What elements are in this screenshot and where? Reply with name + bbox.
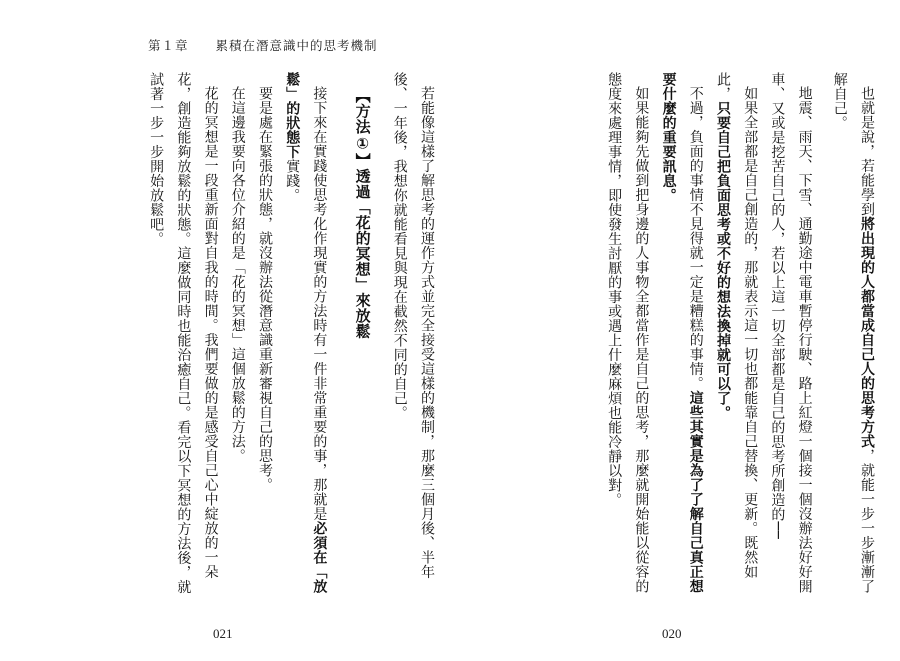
- paragraph-text: 在這邊我要向各位介紹的是「花的冥想」這個放鬆的方法。: [229, 86, 246, 463]
- paragraph-text: 若能像這樣了解思考的運作方式並完全接受這樣的機制，那麼三個月後、半年後、一年後，我想你就能看見與現在截然不同的自己。: [391, 72, 435, 579]
- paragraph-text: 花的冥想是一段重新面對自我的時間。我們要做的是感受自己心中綻放的一朵花，創造能夠放鬆的狀態。這麼做同時也能治癒自己。看完以下冥想的方法後，就試著一步一步開始放鬆吧。: [148, 72, 219, 594]
- section-heading: 【方法①】透過「花的冥想」來放鬆: [353, 88, 372, 339]
- chapter-title: 累積在潛意識中的思考機制: [215, 38, 378, 53]
- paragraph-text: 如果全部都是自己創造的，那就表示這一切也都能靠自己替換、更新。既然如此，: [714, 72, 759, 579]
- paragraph-text: 不過，負面的事情不見得就一定是糟糕的事情。: [687, 86, 704, 391]
- running-header: [148, 36, 378, 54]
- paragraph: [763, 72, 817, 602]
- paragraph-text: 實踐。: [284, 159, 301, 203]
- paragraph: [386, 72, 440, 602]
- paragraph: [709, 72, 763, 602]
- paragraph: [654, 72, 708, 602]
- paragraph: [142, 72, 224, 602]
- right-page: [450, 0, 900, 661]
- paragraph: [826, 72, 880, 602]
- paragraph-text: 如果能夠先做到把身邊的人事物全都當作是自己的思考，那麼就開始能以從容的態度來處理事情，即使發生討厭的事或遇上什麼麻煩也能冷靜以對。: [606, 72, 650, 594]
- emphasis-text: 必須在「放鬆」的狀態下: [284, 72, 328, 594]
- page-number-left: 021: [213, 626, 233, 641]
- paragraph-text: ，就能一步一步漸漸了解自己。: [831, 72, 875, 594]
- paragraph: [278, 72, 332, 602]
- paragraph-text: 也就是說，若能學到: [859, 86, 875, 217]
- right-page-body: [480, 72, 880, 602]
- emphasis-text: 只要自己把負面思考或不好的想法換掉就可以了。: [714, 101, 731, 420]
- paragraph: [600, 72, 654, 602]
- paragraph-text: 接下來在實踐使思考化作現實的方法時有一件非常重要的事，那就是: [311, 86, 328, 521]
- paragraph-text: 要是處在緊張的狀態，就沒辦法從潛意識重新審視自己的思考。: [256, 86, 273, 492]
- left-page-body: [50, 72, 440, 602]
- paragraph: [224, 72, 251, 602]
- page-number-right: 020: [662, 626, 682, 641]
- paragraph: [251, 72, 278, 602]
- paragraph-text: 地震、雨天、下雪、通勤途中電車暫停行駛、路上紅燈一個接一個沒辦法好好開車、又或是挖苦自己的人，若以上這一切全部都是自己的思考所創造的──: [769, 72, 813, 594]
- chapter-number: 第１章: [148, 38, 189, 53]
- emphasis-text: 這些其實是為了了解自己真正想要什麼的重要訊息。: [660, 72, 704, 594]
- emphasis-text: 將出現的人都當成自己人的思考方式: [859, 216, 875, 449]
